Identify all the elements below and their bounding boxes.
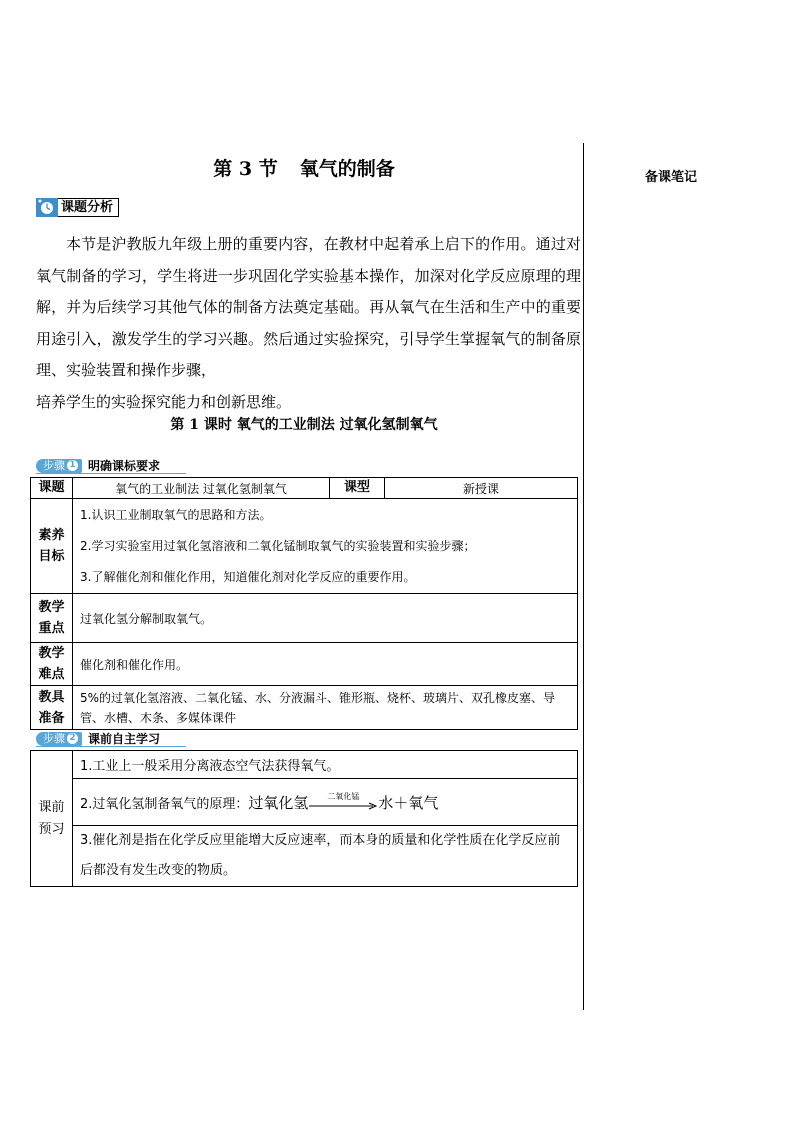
preview-item-3: 3.催化剂是指在化学反应里能增大反应速率，而本身的质量和化学性质在化学反应前后都没有发生改变的物质。 [73, 826, 578, 887]
step-1-label: 明确课标要求 [88, 459, 161, 473]
catalyst-label: 二氧化锰 [327, 792, 360, 801]
clock-icon [36, 198, 58, 217]
preview-label: 课前预习 [31, 751, 73, 887]
side-note-label: 备课笔记 [645, 170, 698, 185]
margin-divider [583, 143, 584, 1010]
tools-value: 5%的过氧化氢溶液、二氧化锰、水、分液漏斗、锥形瓶、烧杯、玻璃片、双孔橡皮塞、导管、水槽、木条、多媒体课件 [73, 686, 578, 730]
difficulty-value: 催化剂和催化作用。 [73, 643, 578, 686]
step-2-header [36, 731, 160, 746]
goal-item: 2.学习实验室用过氧化氢溶液和二氧化锰制取氧气的实验装置和实验步骤； [80, 538, 476, 553]
step-1-header [36, 458, 160, 473]
table-row [31, 478, 578, 499]
goals-cell [73, 499, 578, 594]
goal-item: 3.了解催化剂和催化作用，知道催化剂对化学反应的重要作用。 [80, 569, 416, 584]
arrow-icon [309, 802, 377, 810]
goal-item: 1.认识工业制取氧气的思路和方法。 [80, 507, 272, 522]
section-name: 氧气的制备 [299, 158, 395, 180]
step-1-pill-text: 步骤 [43, 458, 65, 472]
table-row [31, 751, 578, 779]
analysis-label: 课题分析 [58, 198, 119, 217]
lesson-type-value: 新授课 [385, 478, 578, 499]
preview-item-2 [73, 779, 578, 826]
step-2-number: 2 [67, 733, 78, 744]
difficulty-label: 教学难点 [31, 643, 73, 686]
topic-value: 氧气的工业制法 过氧化氢制氧气 [73, 478, 330, 499]
products: 水＋氧气 [378, 793, 439, 812]
preview-table [30, 750, 578, 887]
key-point-value: 过氧化氢分解制取氧气。 [73, 594, 578, 643]
analysis-badge [36, 198, 119, 217]
key-point-label: 教学重点 [31, 594, 73, 643]
lesson-type-label: 课型 [330, 478, 385, 499]
reaction-intro: 2.过氧化氢制备氧气的原理： [80, 796, 249, 812]
step-1-number: 1 [67, 460, 78, 471]
step-2-label: 课前自主学习 [88, 732, 161, 746]
goals-label: 素养目标 [31, 499, 73, 594]
step-2-pill [36, 732, 82, 746]
table-row [31, 499, 578, 594]
reactant: 过氧化氢 [248, 793, 309, 812]
page-title [30, 154, 578, 181]
reaction-arrow [309, 792, 377, 812]
intro-text [36, 229, 581, 418]
tools-label: 教具准备 [31, 686, 73, 730]
topic-label: 课题 [31, 478, 73, 499]
table-row [31, 643, 578, 686]
section-number: 第 3 节 [213, 158, 278, 180]
table-row [31, 779, 578, 826]
table-row [31, 686, 578, 730]
preview-item-1: 1.工业上一般采用分离液态空气法获得氧气。 [73, 751, 578, 779]
lesson-title: 第 1 课时 氧气的工业制法 过氧化氢制氧气 [170, 417, 438, 433]
step-2-pill-text: 步骤 [43, 731, 65, 745]
step-1-pill [36, 459, 82, 473]
table-row [31, 826, 578, 887]
lesson-requirements-table [30, 477, 578, 730]
intro-paragraph-2: 培养学生的实验探究能力和创新思维。 [36, 392, 292, 411]
table-row [31, 594, 578, 643]
intro-paragraph-1: 本节是沪教版九年级上册的重要内容，在教材中起着承上启下的作用。通过对氧气制备的学习，学生将进一步巩固化学实验基本操作，加深对化学反应原理的理解，并为后续学习其他气体的制备方法奠定基础。再从氧气在生活和生产中的重要用途引入，激发学生的学习兴趣。然后通过实验探究，引导学生掌握氧气的制备原理、实验装置和操作步骤， [36, 235, 581, 379]
